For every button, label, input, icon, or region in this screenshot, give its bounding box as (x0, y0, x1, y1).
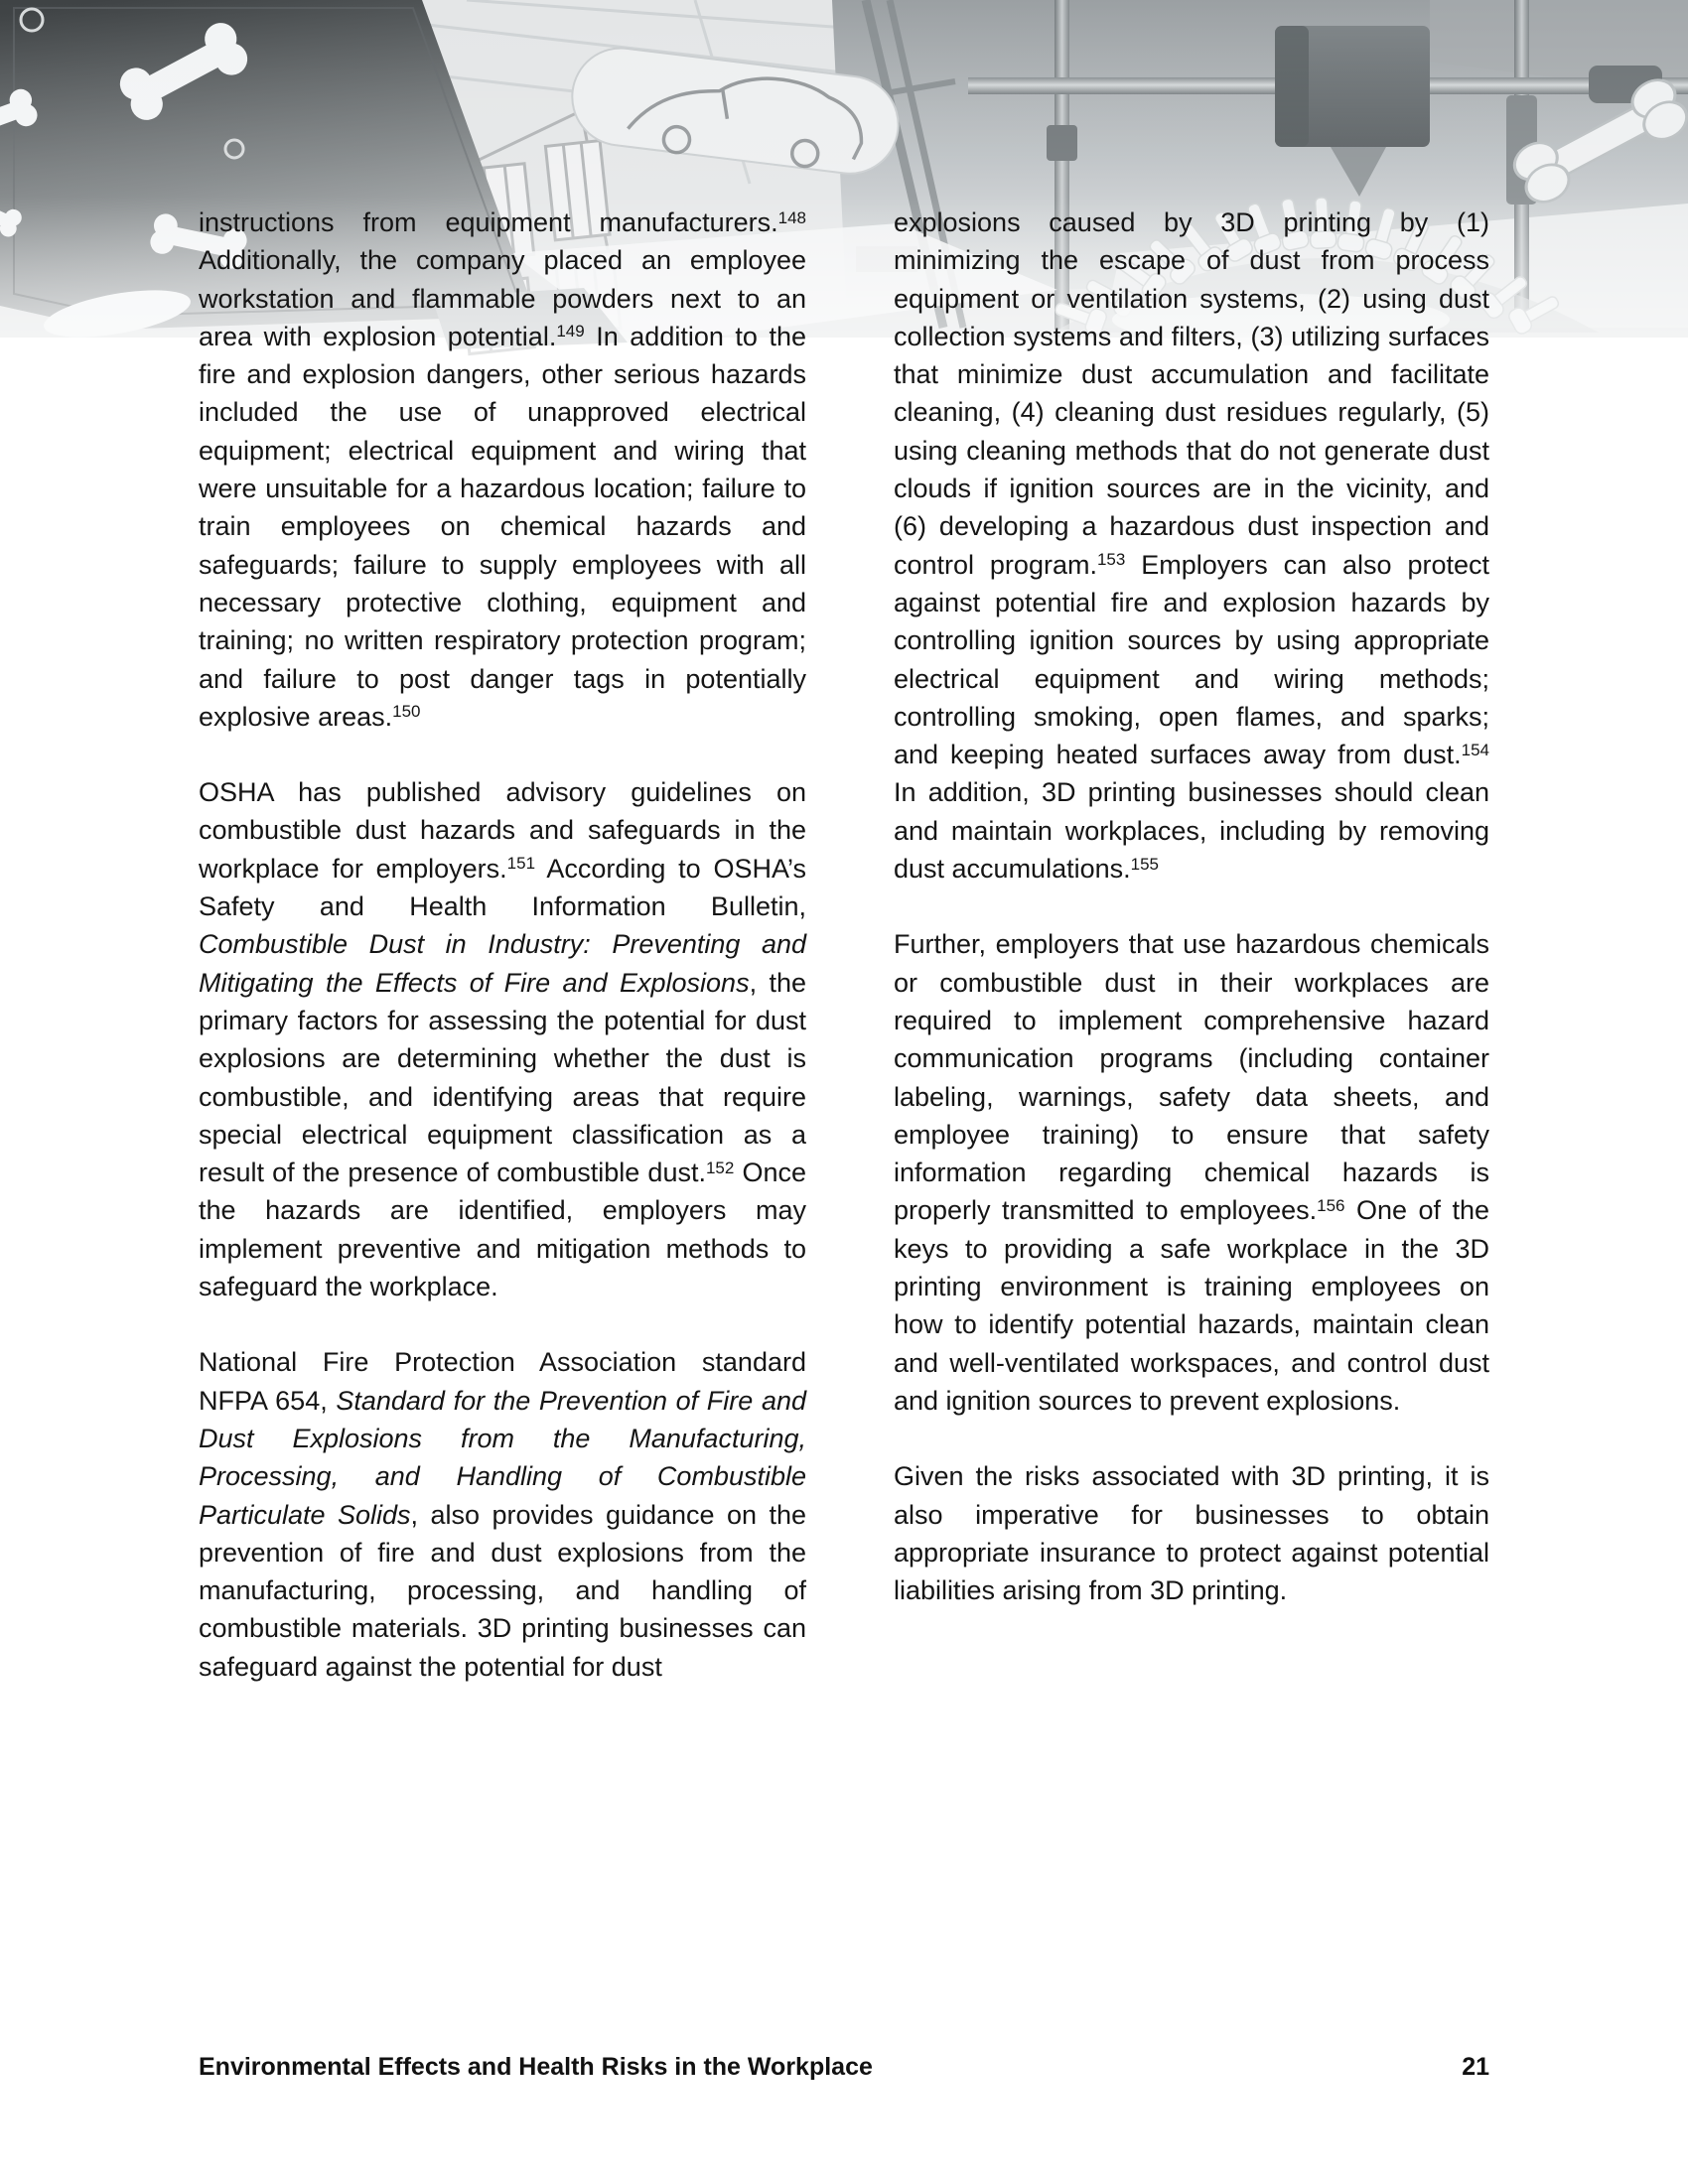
footnote-ref: 151 (506, 854, 536, 874)
paragraph: Given the risks associated with 3D printing, it is also imperative for businesses to obtain appropriate insurance to protect against potential liabilities arising from 3D printing. (894, 1461, 1489, 1606)
footnote-ref: 153 (1096, 550, 1126, 570)
paragraph: explosions caused by 3D printing by (1) minimizing the escape of dust from process equipment or ventilation systems, (2) using dust collection systems and filters, (3) utilizing surfaces that minimize dust accumulation and facilitate cleaning, (4) cleaning dust residues regularly, (5) using cleaning methods that do not generate dust clouds if ignition sources are in the vicinity, and (6) developing a hazardous dust inspection and control program.$^{153}$ Employers can also protect against potential fire and explosion hazards by controlling ignition sources by using appropriate electrical equipment and wiring methods; controlling smoking, open flames, and sparks; and keeping heated surfaces away from dust.$^{154}$ In addition, 3D printing businesses should clean and maintain workplaces, including by removing dust accumulations.$^{155}$ (894, 207, 1489, 885)
footer-page-number: 21 (1462, 2053, 1489, 2081)
paragraph: National Fire Protection Association standard NFPA 654, Standard for the Prevention of Fire and Dust Explosions from the Manufacturing, Processing, and Handling of Combustible Particulate Solids, also provides guidance on the prevention of fire and dust explosions from the manufacturing, processing, and handling of combustible materials. 3D printing businesses can safeguard against the potential for dust (199, 1347, 806, 1682)
footnote-ref: 148 (777, 207, 806, 227)
right-column (894, 204, 1489, 1647)
footer-title: Environmental Effects and Health Risks in the Workplace (199, 2053, 873, 2081)
page-footer (199, 2053, 1489, 2082)
footnote-ref: 154 (1461, 740, 1489, 759)
left-column (199, 204, 806, 1723)
footnote-ref: 156 (1317, 1195, 1345, 1215)
paragraph: instructions from equipment manufacturers.$^{148}$ Additionally, the company placed an employee workstation and flammable powders next to an area with explosion potential.$^{149}$ In addition to the fire and explosion dangers, other serious hazards included the use of unapproved electrical equipment; electrical equipment and wiring that were unsuitable for a hazardous location; failure to train employees on chemical hazards and safeguards; failure to supply employees with all necessary protective clothing, equipment and training; no written respiratory protection program; and failure to post danger tags in potentially explosive areas.$^{150}$ (199, 207, 806, 732)
footnote-ref: 155 (1130, 854, 1159, 874)
footnote-ref: 149 (556, 322, 585, 341)
footnote-ref: 150 (392, 702, 421, 722)
paragraph: OSHA has published advisory guidelines on combustible dust hazards and safeguards in the workplace for employers.$^{151}$ According to OSHA’s Safety and Health Information Bulletin, Combustible Dust in Industry: Preventing and Mitigating the Effects of Fire and Explosions, the primary factors for assessing the potential for dust explosions are determining whether the dust is combustible, and identifying areas that require special electrical equipment classification as a result of the presence of combustible dust.$^{152}$ Once the hazards are identified, employers may implement preventive and mitigation methods to safeguard the workplace. (199, 777, 806, 1302)
footnote-ref: 152 (705, 1158, 735, 1177)
paragraph: Further, employers that use hazardous chemicals or combustible dust in their workplaces are required to implement comprehensive hazard communication programs (including container labeling, warnings, safety data sheets, and employee training) to ensure that safety information regarding chemical hazards is properly transmitted to employees.$^{156}$ One of the keys to providing a safe workplace in the 3D printing environment is training employees on how to identify potential hazards, maintain clean and well-ventilated workspaces, and control dust and ignition sources to prevent explosions. (894, 929, 1489, 1416)
